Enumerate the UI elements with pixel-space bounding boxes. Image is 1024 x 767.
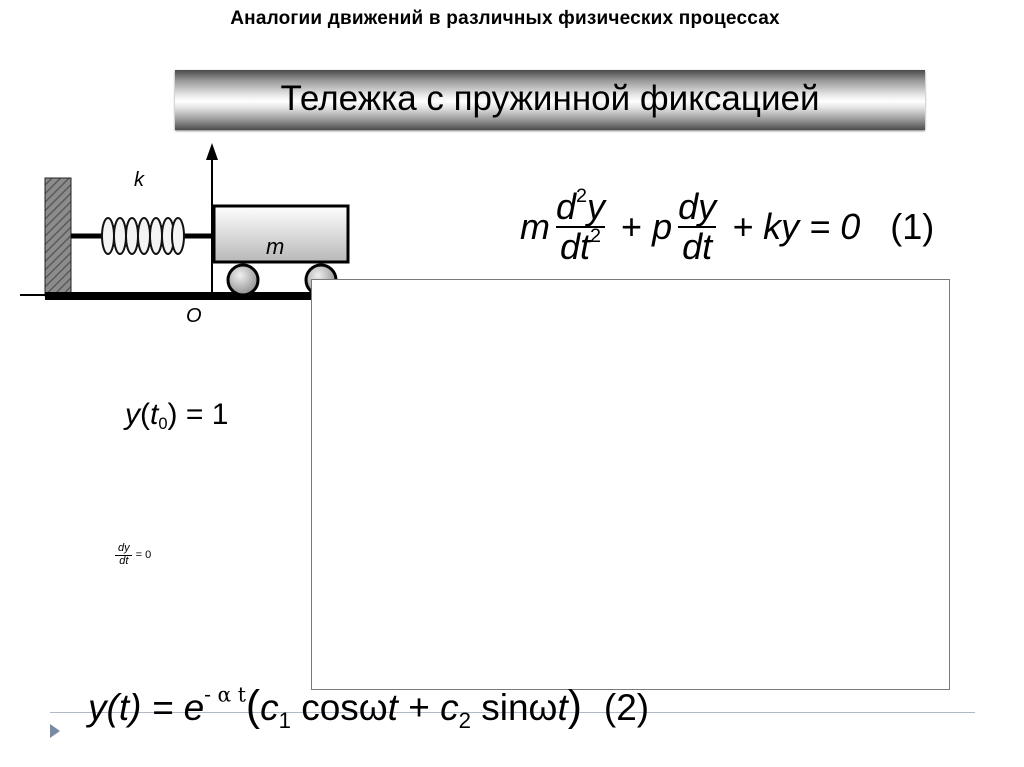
origin-label: O <box>186 305 202 327</box>
eq2-sin: sinω <box>470 687 558 728</box>
cond2-dy: dy <box>118 542 130 554</box>
eq1-dt: dt <box>560 226 591 267</box>
vertical-axis-arrow <box>206 143 218 160</box>
eq2-t2: t <box>557 687 568 728</box>
eq1-mass: m <box>520 206 550 247</box>
cond1-rest: = 1 <box>177 398 229 431</box>
eq1-number: (1) <box>890 206 935 247</box>
eq1-dy: dy <box>678 186 717 228</box>
equation-2 <box>88 682 649 731</box>
eq2-c2-sub: 2 <box>458 707 471 733</box>
eq1-d: d <box>556 186 577 228</box>
eq1-second-derivative <box>552 185 609 267</box>
eq2-open-paren: ( <box>245 682 261 730</box>
initial-condition-velocity <box>112 543 151 567</box>
spring <box>102 218 184 254</box>
cond2-rest: = 0 <box>135 549 152 562</box>
mass-label: m <box>266 234 285 259</box>
equation-1 <box>520 182 934 272</box>
eq2-lhs: y(t) = e <box>88 687 205 728</box>
slide-title: Аналогии движений в различных физических процессах <box>230 8 780 29</box>
cond2-dt: dt <box>115 555 132 568</box>
eq2-close-paren: ) <box>567 682 582 730</box>
eq1-damping: p <box>652 206 673 247</box>
eq1-d-power: 2 <box>576 185 588 208</box>
cart-wheel-left <box>228 265 258 295</box>
cond1-t: t <box>150 398 159 431</box>
eq2-c2: c <box>440 687 459 728</box>
initial-condition-position: $y(t_0) = 1$ <box>125 398 229 433</box>
eq2-c1: c <box>260 687 279 728</box>
eq1-dt-power: 2 <box>590 225 602 248</box>
footer-arrow-icon <box>50 724 60 738</box>
spring-label: k <box>134 169 144 191</box>
cond1-t-sub: 0 <box>158 414 168 433</box>
eq1-plus: + <box>611 206 653 247</box>
wall <box>45 178 71 296</box>
eq1-y: y <box>587 186 606 228</box>
eq2-c1-sub: 1 <box>278 707 291 733</box>
eq2-cos: cosω <box>290 687 388 728</box>
eq1-first-derivative <box>674 188 720 266</box>
plot-area <box>311 279 950 690</box>
eq1-rest: + ky = 0 <box>722 206 861 247</box>
eq2-t1: t <box>387 687 398 728</box>
cond1-y: y <box>125 398 140 431</box>
eq1-dt2: dt <box>678 226 716 266</box>
cond2-derivative <box>114 543 134 567</box>
eq2-number: (2) <box>603 687 650 728</box>
eq2-exponent: - α t <box>204 682 246 707</box>
banner-text: Тележка с пружинной фиксацией <box>280 79 820 118</box>
eq2-plus: + <box>397 687 441 728</box>
